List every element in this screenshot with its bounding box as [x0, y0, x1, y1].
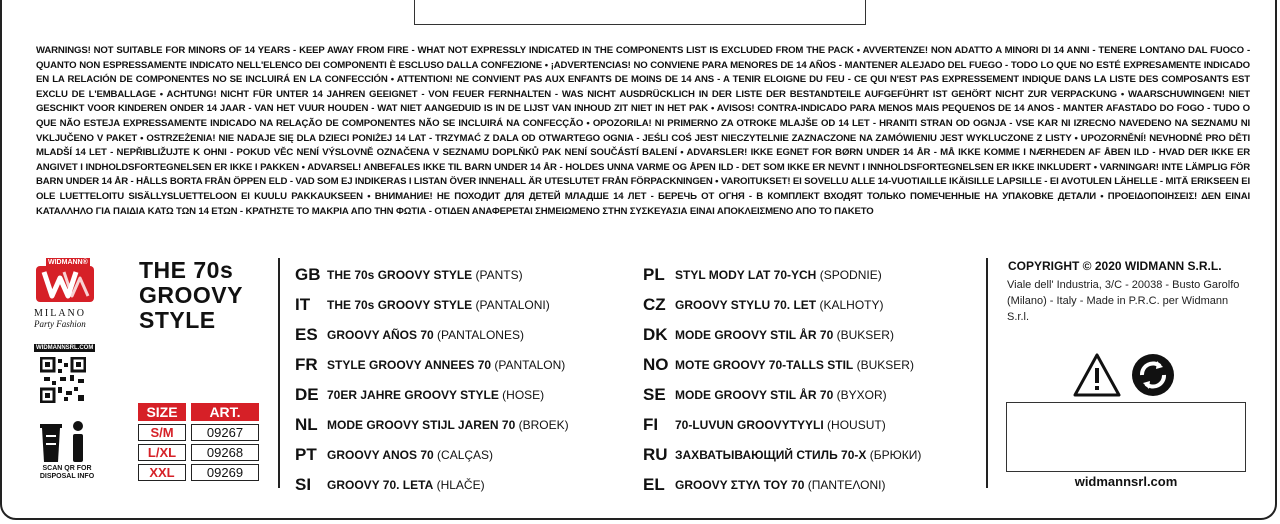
- lang-name: ЗАХВАТЫВАЮЩИЙ СТИЛЬ 70-Х: [675, 448, 867, 462]
- lang-item: (BROEK): [518, 418, 569, 432]
- lang-code: PT: [295, 445, 317, 464]
- languages-left: [295, 260, 569, 500]
- lang-item: (HOUSUT): [827, 418, 886, 432]
- list-item: [295, 260, 569, 290]
- list-item: [295, 410, 569, 440]
- size-cell: XXL: [138, 464, 186, 481]
- qr-code: [40, 357, 86, 403]
- lang-item: (BUKSER): [856, 358, 914, 372]
- lang-code: NL: [295, 415, 318, 434]
- lang-item: (BUKSER): [836, 328, 894, 342]
- art-cell: 09268: [191, 444, 259, 461]
- list-item: [643, 440, 921, 470]
- size-cell: S/M: [138, 424, 186, 441]
- lang-name: 70ER JAHRE GROOVY STYLE: [327, 388, 499, 402]
- lang-code: IT: [295, 295, 311, 314]
- lang-item: (CALÇAS): [437, 448, 494, 462]
- list-item: [643, 470, 921, 500]
- lang-item: (PANTALON): [494, 358, 566, 372]
- warnings-text: WARNINGS! NOT SUITABLE FOR MINORS OF 14 YEARS - KEEP AWAY FROM FIRE - WHAT NOT EXPRESSLY INDICATED IN THE COMPONENTS LIST IS EXCLUDED FROM THE PACK • AVVERTENZE! NON ADATTO A MINORI DI 14 ANNI - TENERE LONTANO DAL FUOCO - QUANTO NON ESPRESSAMENTE INDICATO NELL'ELENCO DEI COMPONENTI È ESCLUSO DALLA CONFEZIONE • ¡ADVERTENCIAS! NO CONVIENE PARA MENORES DE 14 AÑOS - MANTENER ALEJADO DEL FUEGO - TODO LO QUE NO ESTÉ EXPRESAMENTE INDICADO EN LA RELACIÓN DE COMPONENTES NO SE INCLUIRÁ EN LA CONFECCIÓN • ATTENTION! NE CONVIENT PAS AUX ENFANTS DE MOINS DE 14 ANS - A TENIR ELOIGNE DU FEU - CE QUI N'EST PAS EXPRESSEMENT INDIQUE DANS LA LISTE DES COMPOSANTS EST EXCLU DE L'EMBALLAGE • ACHTUNG! NICHT FÜR UNTER 14 JAHREN GEEIGNET - VON FEUER FERNHALTEN - WAS NICHT AUSDRÜCKLICH IN DER LISTE DER BESTANDTEILE AUFGEFÜHRT IST GEHÖRT NICHT ZUR VERPACKUNG • WAARSCHUWINGEN! NIET GESCHIKT VOOR KINDEREN ONDER 14 JAAR - VAN HET VUUR HOUDEN - WAT NIET AANGEDUID IS IN DE LIJST VAN INHOUD ZIT NIET IN HET PAK • AVISOS! CONTRA-INDICADO PARA MENOS MAIS PEQUENOS DE 14 ANOS - MANTER AFASTADO DO FOGO - TUDO O QUE NÃO ESTEJA EXPRESSAMENTE INDICADO NA RELAÇÃO DE COMPONENTES NÃO SE INCLUIRÁ NA CONFECÇÃO • OPOZORILA! NI PRIMERNO ZA OTROKE MLAJŠE OD 14 LET - HRANITI STRAN OD OGNJA - VSE KAR NI IZRECNO NAVEDENO NA SEZNAMU NI VKLJUČENO V PAKET • OSTRZEŻENIA! NIE NADAJE SIĘ DLA DZIECI PONIŻEJ 14 LAT - TRZYMAĆ Z DALA OD OTWARTEGO OGNIA - JEŚLI COŚ JEST NIECZYTELNIE ZAZNACZONE NA ZAMÓWIENIU JEST WYKLUCZONE Z LISTY • UPOZORNĚNÍ! NEVHODNÉ PRO DĚTI MLADŠÍ 14 LET - NEPŘIBLIŽUJTE K OHNI - POKUD VĚC NENÍ VÝSLOVNĚ OZNAČENA V SEZNAMU DOPLŇKŮ PAK NENÍ SOUČÁSTÍ BALENÍ • ADVARSLER! IKKE EGNET FOR BØRN UNDER 14 ÅR - MÅ IKKE KOMME I NÆRHEDEN AF ÅBEN ILD - HVAD DER IKKE ER ANGIVET I INDHOLDSFORTEGNELSEN ER IKKE I PAKKEN • ADVARSEL! ANBEFALES IKKE TIL BARN UNDER 14 ÅR - HOLDES UNNA VARME OG ÅPEN ILD - DET SOM IKKE ER NEVNT I INNHOLDSFORTEGNELSEN ER IKKE INKLUDERT • VARNINGAR! INTE LÄMPLIG FÖR BARN UNDER 14 ÅR - HÅLLS BORTA FRÅN ÖPPEN ELD - VAD SOM EJ INDIKERAS I LISTAN ÖVER INNEHALL ÄR UTESLUTET FRÅN FÖRPACKNINGEN • VAROITUKSET! EI SOVELLU ALLE 14-VUOTIAILLE IKÄISILLE LAPSILLE - EI AVOTULEN LÄHELLE - MITÄ ERIKSEEN EI OLE LUETTELOITU SISÄLLYSLUETTELOON EI KUULU PAKKAUKSEEN • ВНИМАНИЕ! НЕ ПОХОДИТ ДЛЯ ДЕТЕЙ МЛАДШЕ 14 ЛЕТ - БЕРЕЧЬ ОТ ОГНЯ - В КОМПЛЕКТ ВХОДЯТ ТОЛЬКО ПОМЕЧЕННЫЕ НА УПАКОВКЕ ДЕТАЛИ • ΠΡΟΕΙΔΟΠΟΙΗΣΕΙΣ! ΔΕΝ ΕΙΝΑΙ ΚΑΤΑΛΛΗΛΟ ΓΙΑ ΠΑΙΔΙΑ ΚΑΤΩ ΤΩΝ 14 ΕΤΩΝ - ΚΡΑΤΗΣΤΕ ΤΟ ΜΑΚΡΙΑ ΑΠΟ ΤΗΝ ΦΩΤΙΑ - ΟΤΙΔΕΝ ΑΝΑΦΕΡΕΤΑΙ ΣΗΜΕΙΩΜΕΝΟ ΣΤΗΝ ΣΥΣΚΕΥΑΣΙΑ ΕΙΝΑΙ ΑΠΟΚΛΕΙΣΜΕΝΟ ΑΠΟ ΤΟ ΠΑΚΕΤΟ: [36, 45, 1250, 217]
- lang-item: (PANTS): [475, 268, 523, 282]
- lang-name: MODE GROOVY STIL ÅR 70: [675, 388, 834, 402]
- lang-code: SE: [643, 385, 666, 404]
- list-item: [643, 350, 921, 380]
- brand-logo: [34, 258, 104, 329]
- lang-item: (KALHOTY): [819, 298, 884, 312]
- list-item: [643, 290, 921, 320]
- art-cell: 09267: [191, 424, 259, 441]
- art-cell: 09269: [191, 464, 259, 481]
- warning-triangle-icon: [1072, 352, 1122, 403]
- list-item: [295, 350, 569, 380]
- address: Viale dell' Industria, 3/C - 20038 - Busto Garolfo (Milano) - Italy - Made in P.R.C. per Widmann S.r.l.: [1007, 279, 1240, 323]
- list-item: [295, 440, 569, 470]
- lang-code: CZ: [643, 295, 666, 314]
- lang-name: GROOVY ΣΤΥΛ ΤΟΥ 70: [675, 478, 805, 492]
- recycle-disposal-icon: [38, 418, 90, 464]
- lang-name: GROOVY STYLU 70. LET: [675, 298, 817, 312]
- lang-item: (ΠΑΝΤΕΛΟΝΙ): [807, 478, 886, 492]
- lang-name: 70-LUVUN GROOVYTYYLI: [675, 418, 824, 432]
- lang-name: MODE GROOVY STIL ÅR 70: [675, 328, 834, 342]
- lang-code: FI: [643, 415, 659, 434]
- disposal-text: SCAN QR FOR DISPOSAL INFO: [39, 465, 95, 480]
- title-line-1: THE 70s: [139, 257, 234, 283]
- art-header: ART.: [191, 403, 259, 421]
- green-dot-recycle-icon: [1130, 352, 1176, 403]
- lang-name: STYLE GROOVY ANNEES 70: [327, 358, 492, 372]
- lang-code: FR: [295, 355, 318, 374]
- lang-code: ES: [295, 325, 318, 344]
- lang-code: DE: [295, 385, 319, 404]
- list-item: [643, 260, 921, 290]
- lang-name: MODE GROOVY STIJL JAREN 70: [327, 418, 516, 432]
- list-item: [295, 380, 569, 410]
- title-line-2: GROOVY: [139, 282, 243, 308]
- lang-item: (HLAČE): [436, 478, 485, 492]
- lang-name: MOTE GROOVY 70-TALLS STIL: [675, 358, 854, 372]
- lang-name: GROOVY ANOS 70: [327, 448, 434, 462]
- blank-info-box: [1006, 402, 1246, 472]
- top-empty-box: [414, 0, 866, 25]
- divider: [278, 258, 280, 488]
- logo-subtitle: Party Fashion: [34, 319, 86, 329]
- copyright: COPYRIGHT © 2020 WIDMANN S.R.L.: [1008, 259, 1222, 273]
- logo-brand: WIDMANN®: [48, 259, 88, 266]
- lang-code: SI: [295, 475, 312, 494]
- lang-name: STYL MODY LAT 70-YCH: [675, 268, 817, 282]
- lang-code: RU: [643, 445, 668, 464]
- lang-item: (PANTALONES): [437, 328, 524, 342]
- lang-code: NO: [643, 355, 669, 374]
- lang-name: GROOVY AÑOS 70: [327, 328, 434, 342]
- lang-item: (SPODNIE): [819, 268, 882, 282]
- lang-code: GB: [295, 265, 321, 284]
- website-url: widmannsrl.com: [1074, 474, 1178, 489]
- list-item: [295, 290, 569, 320]
- product-title: [139, 258, 243, 333]
- lang-name: THE 70s GROOVY STYLE: [327, 268, 473, 282]
- widmann-w-icon: [34, 258, 98, 304]
- size-cell: L/XL: [138, 444, 186, 461]
- list-item: [643, 320, 921, 350]
- lang-item: (BYXOR): [836, 388, 887, 402]
- lang-name: THE 70s GROOVY STYLE: [327, 298, 473, 312]
- website-small: WIDMANNSRL.COM: [36, 345, 94, 351]
- table-row: [138, 464, 259, 481]
- lang-code: DK: [643, 325, 668, 344]
- table-row: [138, 444, 259, 461]
- lang-item: (PANTALONI): [475, 298, 550, 312]
- size-table: [133, 400, 264, 484]
- size-header: SIZE: [138, 403, 186, 421]
- list-item: [295, 470, 569, 500]
- lang-item: (HOSE): [502, 388, 545, 402]
- list-item: [643, 410, 921, 440]
- lang-item: (БРЮКИ): [869, 448, 922, 462]
- list-item: [295, 320, 569, 350]
- title-line-3: STYLE: [139, 307, 216, 333]
- lang-name: GROOVY 70. LETA: [327, 478, 434, 492]
- table-row: [138, 424, 259, 441]
- divider: [986, 258, 988, 488]
- lang-code: EL: [643, 475, 665, 494]
- logo-city: MILANO: [34, 308, 86, 319]
- lang-code: PL: [643, 265, 665, 284]
- languages-right: [643, 260, 921, 500]
- list-item: [643, 380, 921, 410]
